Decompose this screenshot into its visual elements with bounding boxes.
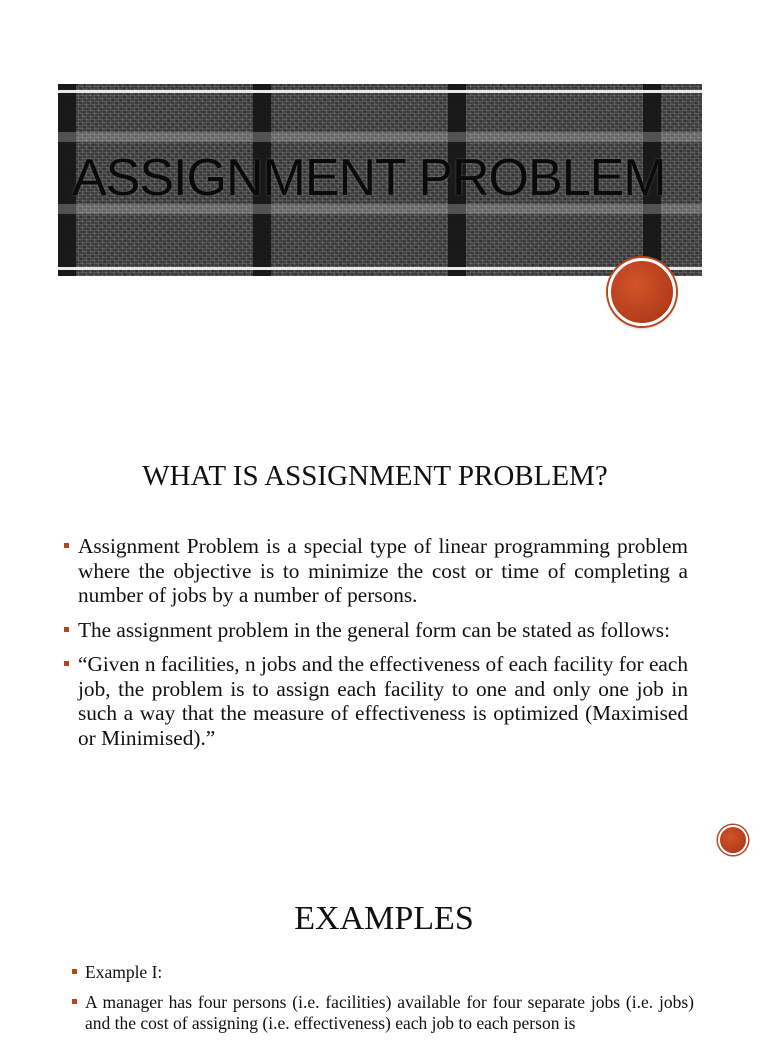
- banner-texture-band: [58, 132, 702, 142]
- definition-slide: [0, 400, 768, 858]
- bullet-list: [64, 534, 688, 760]
- slide-heading-text: WHAT IS ASSIGNMENT PROBLEM?: [142, 460, 608, 492]
- slide-title: ASSIGNMENT PROBLEM: [72, 149, 666, 207]
- bullet-text: A manager has four persons (i.e. facilities) available for four separate jobs (i.e. jobs) and the cost of assigning (i.e. effectiveness) each job to each person is: [85, 992, 694, 1033]
- banner-bottom-rule: [58, 267, 702, 270]
- title-banner: [58, 84, 702, 276]
- bullet-text: Example I:: [85, 962, 163, 982]
- bullet-item: [64, 652, 688, 750]
- banner-top-rule: [58, 90, 702, 93]
- red-circle-badge-icon: [608, 258, 676, 326]
- red-circle-badge-icon: [718, 825, 748, 855]
- square-bullet-icon: [64, 543, 69, 548]
- bullet-item: [64, 534, 688, 608]
- square-bullet-icon: [64, 661, 69, 666]
- slide-heading: EXAMPLES: [294, 900, 474, 937]
- slide-heading: [0, 460, 768, 493]
- square-bullet-icon: [72, 999, 77, 1004]
- examples-slide: [0, 858, 768, 1033]
- bullet-text: “Given n facilities, n jobs and the effectiveness of each facility for each job, the problem is to assign each facility to one and only one job in such a way that the measure of effectiveness is optimized (Maximised or Minimised).”: [78, 652, 688, 750]
- square-bullet-icon: [72, 969, 77, 974]
- title-slide: [0, 0, 768, 400]
- bullet-item: [72, 992, 694, 1034]
- bullet-text: The assignment problem in the general form can be stated as follows:: [78, 617, 670, 642]
- bullet-list: [72, 962, 694, 1043]
- square-bullet-icon: [64, 627, 69, 632]
- bullet-item: [64, 618, 688, 643]
- bullet-item: [72, 962, 694, 983]
- bullet-text: Assignment Problem is a special type of linear programming problem where the objective is to minimize the cost or time of completing a number of jobs by a number of persons.: [78, 534, 688, 607]
